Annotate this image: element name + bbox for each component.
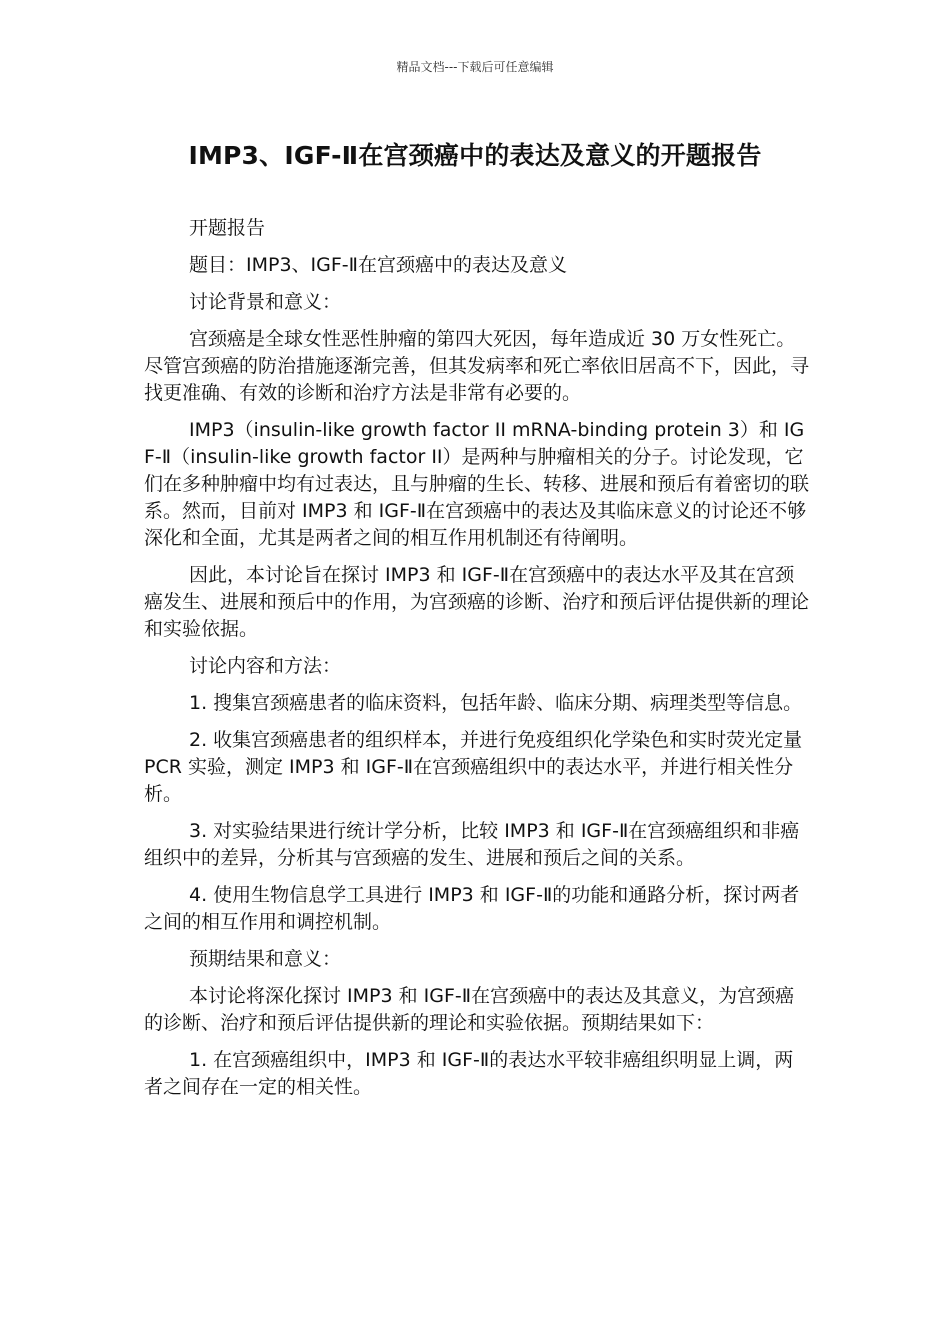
heading-expected-results: 预期结果和意义：	[189, 948, 342, 970]
paragraph-background-1: 宫颈癌是全球女性恶性肿瘤的第四大死因，每年造成近 30 万女性死亡。尽管宫颈癌的防治措施逐渐完善，但其发病率和死亡率依旧居高不下，因此，寻找更准确、有效的诊断和治疗方法是非常有必要的。	[144, 328, 810, 404]
paragraph-method-2: 2. 收集宫颈癌患者的组织样本，并进行免疫组织化学染色和实时荧光定量 PCR 实验，测定 IMP3 和 IGF-Ⅱ在宫颈癌组织中的表达水平，并进行相关性分析。	[144, 729, 803, 805]
paragraph-method-4: 4. 使用生物信息学工具进行 IMP3 和 IGF-Ⅱ的功能和通路分析，探讨两者之间的相互作用和调控机制。	[144, 884, 800, 933]
paragraph-report-label: 开题报告	[189, 217, 266, 239]
document-body	[144, 215, 812, 1111]
paragraph-expected-1: 1. 在宫颈癌组织中，IMP3 和 IGF-Ⅱ的表达水平较非癌组织明显上调，两者之间存在一定的相关性。	[144, 1049, 794, 1098]
paragraph-method-3: 3. 对实验结果进行统计学分析，比较 IMP3 和 IGF-Ⅱ在宫颈癌组织和非癌组织中的差异，分析其与宫颈癌的发生、进展和预后之间的关系。	[144, 820, 800, 869]
header-note: 精品文档---下载后可任意编辑	[396, 60, 554, 74]
heading-methods: 讨论内容和方法：	[189, 655, 342, 677]
paragraph-method-1: 1. 搜集宫颈癌患者的临床资料，包括年龄、临床分期、病理类型等信息。	[189, 692, 803, 714]
heading-background: 讨论背景和意义：	[189, 291, 342, 313]
paragraph-background-2: IMP3（insulin-like growth factor II mRNA-binding protein 3）和 IGF-Ⅱ（insulin-like growth factor II）是两种与肿瘤相关的分子。讨论发现，它们在多种肿瘤中均有过表达，且与肿瘤的生长、转移、进展和预后有着密切的联系。然而，目前对 IMP3 和 IGF-Ⅱ在宫颈癌中的表达及其临床意义的讨论还不够深化和全面，尤其是两者之间的相互作用机制还有待阐明。	[144, 419, 810, 549]
document-title: IMP3、IGF-Ⅱ在宫颈癌中的表达及意义的开题报告	[188, 141, 762, 170]
paragraph-expected-intro: 本讨论将深化探讨 IMP3 和 IGF-Ⅱ在宫颈癌中的表达及其意义，为宫颈癌的诊断、治疗和预后评估提供新的理论和实验依据。预期结果如下：	[144, 985, 795, 1034]
paragraph-topic: 题目：IMP3、IGF-Ⅱ在宫颈癌中的表达及意义	[189, 254, 568, 276]
paragraph-background-3: 因此，本讨论旨在探讨 IMP3 和 IGF-Ⅱ在宫颈癌中的表达水平及其在宫颈癌发生、进展和预后中的作用，为宫颈癌的诊断、治疗和预后评估提供新的理论和实验依据。	[144, 564, 810, 640]
